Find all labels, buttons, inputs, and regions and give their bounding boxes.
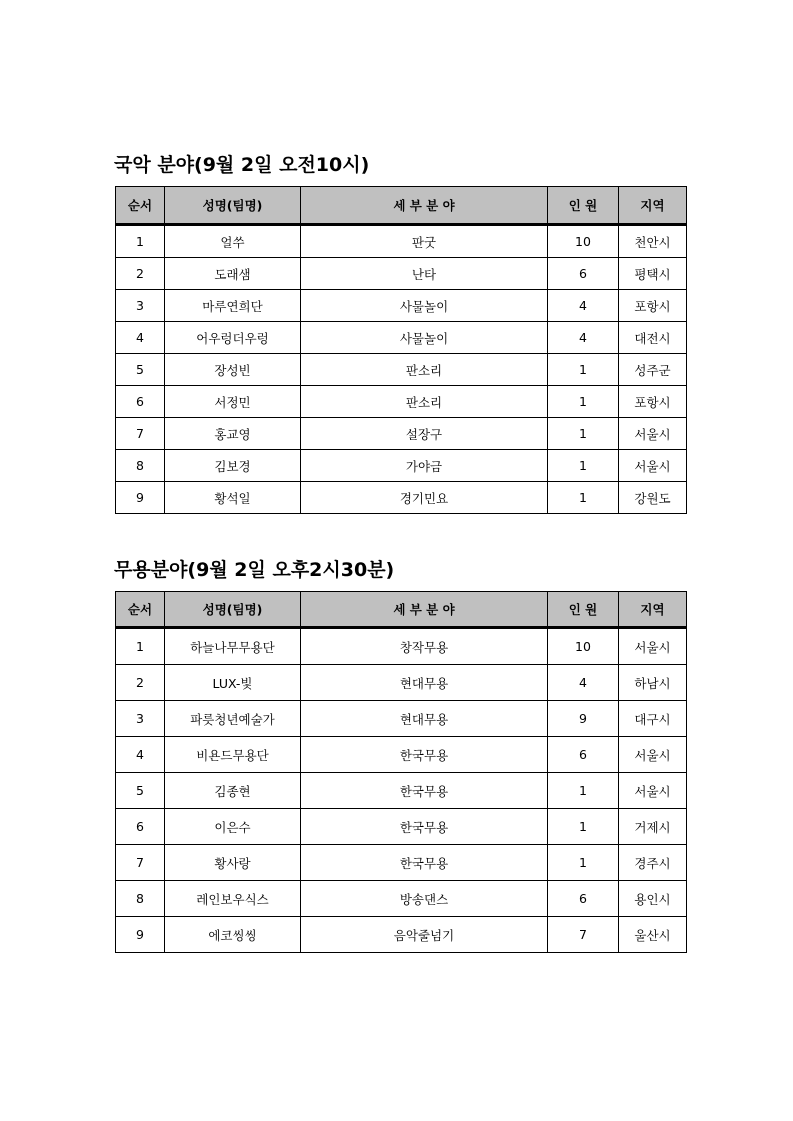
cell-count: 1 <box>548 845 619 881</box>
cell-name: LUX-빛 <box>165 665 301 701</box>
cell-count: 1 <box>548 773 619 809</box>
cell-count: 4 <box>548 322 619 354</box>
table-row <box>116 628 687 665</box>
column-header-count: 인 원 <box>548 592 619 628</box>
cell-region: 대구시 <box>619 701 687 737</box>
cell-count: 1 <box>548 354 619 386</box>
cell-name: 하늘나무무용단 <box>165 628 301 665</box>
column-header-field: 세 부 분 야 <box>301 592 548 628</box>
cell-name: 서정민 <box>165 386 301 418</box>
column-header-region: 지역 <box>619 187 687 225</box>
cell-count: 1 <box>548 450 619 482</box>
cell-count: 4 <box>548 665 619 701</box>
table-row <box>116 258 687 290</box>
cell-name: 홍교영 <box>165 418 301 450</box>
cell-region: 포항시 <box>619 290 687 322</box>
cell-order: 9 <box>116 482 165 514</box>
cell-region: 서울시 <box>619 773 687 809</box>
cell-name: 김보경 <box>165 450 301 482</box>
cell-name: 마루연희단 <box>165 290 301 322</box>
cell-count: 6 <box>548 881 619 917</box>
cell-region: 거제시 <box>619 809 687 845</box>
column-header-count: 인 원 <box>548 187 619 225</box>
cell-name: 파릇청년예술가 <box>165 701 301 737</box>
table-row <box>116 386 687 418</box>
table-row <box>116 737 687 773</box>
cell-field: 판소리 <box>301 354 548 386</box>
table-row <box>116 665 687 701</box>
cell-name: 김종현 <box>165 773 301 809</box>
table-row <box>116 418 687 450</box>
gugak-performer-table <box>115 186 687 514</box>
table-row <box>116 290 687 322</box>
cell-region: 서울시 <box>619 737 687 773</box>
section-title-gugak: 국악 분야(9월 2일 오전10시) <box>114 154 370 176</box>
cell-order: 3 <box>116 290 165 322</box>
cell-field: 사물놀이 <box>301 322 548 354</box>
cell-region: 성주군 <box>619 354 687 386</box>
table-row <box>116 881 687 917</box>
cell-field: 한국무용 <box>301 845 548 881</box>
column-header-name: 성명(팀명) <box>165 187 301 225</box>
cell-name: 황사랑 <box>165 845 301 881</box>
dance-performer-table <box>115 591 687 953</box>
cell-count: 10 <box>548 628 619 665</box>
column-header-name: 성명(팀명) <box>165 592 301 628</box>
cell-field: 창작무용 <box>301 628 548 665</box>
table-header-row <box>116 592 687 628</box>
cell-region: 서울시 <box>619 450 687 482</box>
cell-order: 4 <box>116 737 165 773</box>
cell-field: 경기민요 <box>301 482 548 514</box>
cell-count: 7 <box>548 917 619 953</box>
cell-order: 3 <box>116 701 165 737</box>
table-row <box>116 773 687 809</box>
cell-region: 용인시 <box>619 881 687 917</box>
cell-region: 서울시 <box>619 628 687 665</box>
cell-order: 4 <box>116 322 165 354</box>
cell-field: 판소리 <box>301 386 548 418</box>
cell-region: 대전시 <box>619 322 687 354</box>
cell-field: 사물놀이 <box>301 290 548 322</box>
cell-order: 9 <box>116 917 165 953</box>
cell-field: 판굿 <box>301 225 548 258</box>
column-header-field: 세 부 분 야 <box>301 187 548 225</box>
cell-name: 이은수 <box>165 809 301 845</box>
cell-count: 1 <box>548 386 619 418</box>
cell-field: 한국무용 <box>301 809 548 845</box>
cell-name: 에코씽씽 <box>165 917 301 953</box>
table-row <box>116 450 687 482</box>
cell-order: 2 <box>116 258 165 290</box>
cell-name: 도래샘 <box>165 258 301 290</box>
cell-order: 6 <box>116 386 165 418</box>
cell-field: 설장구 <box>301 418 548 450</box>
section-title-dance: 무용분야(9월 2일 오후2시30분) <box>114 559 395 581</box>
table-header-row <box>116 187 687 225</box>
cell-name: 비욘드무용단 <box>165 737 301 773</box>
cell-region: 울산시 <box>619 917 687 953</box>
cell-count: 1 <box>548 809 619 845</box>
cell-order: 6 <box>116 809 165 845</box>
cell-order: 8 <box>116 881 165 917</box>
cell-name: 어우렁더우렁 <box>165 322 301 354</box>
cell-order: 8 <box>116 450 165 482</box>
cell-region: 하남시 <box>619 665 687 701</box>
cell-name: 장성빈 <box>165 354 301 386</box>
cell-region: 포항시 <box>619 386 687 418</box>
cell-region: 서울시 <box>619 418 687 450</box>
cell-region: 천안시 <box>619 225 687 258</box>
table-row <box>116 917 687 953</box>
cell-name: 황석일 <box>165 482 301 514</box>
table-row <box>116 322 687 354</box>
cell-name: 얼쑤 <box>165 225 301 258</box>
cell-field: 난타 <box>301 258 548 290</box>
cell-region: 경주시 <box>619 845 687 881</box>
table-row <box>116 845 687 881</box>
cell-count: 6 <box>548 737 619 773</box>
cell-count: 9 <box>548 701 619 737</box>
table-row <box>116 482 687 514</box>
cell-field: 가야금 <box>301 450 548 482</box>
cell-order: 5 <box>116 354 165 386</box>
table-row <box>116 225 687 258</box>
column-header-order: 순서 <box>116 187 165 225</box>
table-row <box>116 354 687 386</box>
cell-order: 7 <box>116 418 165 450</box>
cell-count: 1 <box>548 482 619 514</box>
cell-region: 평택시 <box>619 258 687 290</box>
cell-field: 한국무용 <box>301 737 548 773</box>
cell-region: 강원도 <box>619 482 687 514</box>
cell-order: 2 <box>116 665 165 701</box>
cell-field: 현대무용 <box>301 665 548 701</box>
cell-order: 1 <box>116 628 165 665</box>
column-header-region: 지역 <box>619 592 687 628</box>
table-row <box>116 701 687 737</box>
cell-name: 레인보우식스 <box>165 881 301 917</box>
column-header-order: 순서 <box>116 592 165 628</box>
cell-count: 1 <box>548 418 619 450</box>
cell-order: 7 <box>116 845 165 881</box>
table-row <box>116 809 687 845</box>
cell-count: 10 <box>548 225 619 258</box>
cell-field: 방송댄스 <box>301 881 548 917</box>
cell-order: 1 <box>116 225 165 258</box>
cell-field: 현대무용 <box>301 701 548 737</box>
cell-count: 4 <box>548 290 619 322</box>
cell-order: 5 <box>116 773 165 809</box>
cell-field: 음악줄넘기 <box>301 917 548 953</box>
cell-field: 한국무용 <box>301 773 548 809</box>
cell-count: 6 <box>548 258 619 290</box>
